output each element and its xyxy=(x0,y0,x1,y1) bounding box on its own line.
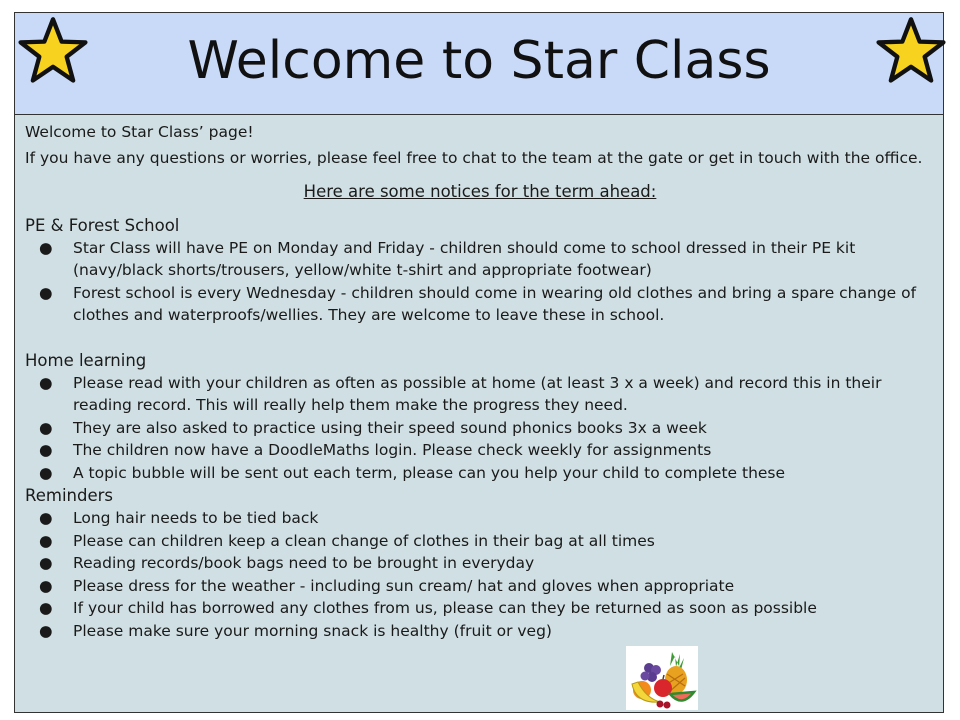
bullet-icon: ● xyxy=(39,554,53,572)
fruit-basket-icon xyxy=(626,646,698,710)
pe-list xyxy=(25,237,935,327)
bullet-icon: ● xyxy=(39,599,53,617)
bullet-icon: ● xyxy=(39,238,53,257)
bullet-icon: ● xyxy=(39,509,53,527)
list-item: ● If your child has borrowed any clothes from us, please can they be returned as soon as possible xyxy=(25,597,935,620)
list-item: ● Long hair needs to be tied back xyxy=(25,507,935,530)
list-item: ● Please dress for the weather - including sun cream/ hat and gloves when appropriate xyxy=(25,575,935,598)
list-item: ● Please read with your children as often as possible at home (at least 3 x a week) and record this in their reading record. This will really help them make the progress they need. xyxy=(39,373,882,414)
bullet-icon: ● xyxy=(39,283,53,302)
list-item: ● Please make sure your morning snack is healthy (fruit or veg) xyxy=(25,620,935,643)
page-title: Welcome to Star Class xyxy=(187,31,771,91)
bullet-icon: ● xyxy=(39,373,53,392)
bullet-icon: ● xyxy=(39,463,53,482)
bullet-icon: ● xyxy=(39,418,53,437)
bullet-icon: ● xyxy=(39,441,53,459)
reminders-list xyxy=(25,507,935,642)
list-item: ● Please can children keep a clean change of clothes in their bag at all times xyxy=(25,530,935,553)
bullet-icon: ● xyxy=(39,531,53,550)
notices-heading: Here are some notices for the term ahead: xyxy=(303,182,657,201)
section-heading-reminders: Reminders xyxy=(25,486,113,505)
intro-line-1: Welcome to Star Class’ page! xyxy=(25,123,254,141)
list-item: ● Reading records/book bags need to be brought in everyday xyxy=(25,552,935,575)
bullet-icon: ● xyxy=(39,621,53,640)
bullet-icon: ● xyxy=(39,576,53,595)
page-frame xyxy=(14,12,944,713)
list-item: ● Forest school is every Wednesday - children should come in wearing old clothes and bring a spare change of clothes and waterproofs/wellies. They are welcome to leave these in school. xyxy=(39,283,917,324)
home-learning-list xyxy=(25,372,935,485)
header-banner xyxy=(15,13,943,115)
intro-line-2: If you have any questions or worries, please feel free to chat to the team at the gate or get in touch with the office. xyxy=(25,149,923,167)
star-icon xyxy=(875,15,947,87)
section-heading-pe: PE & Forest School xyxy=(25,215,180,235)
section-heading-home-learning: Home learning xyxy=(25,350,147,370)
list-item: ● A topic bubble will be sent out each term, please can you help your child to complete these xyxy=(25,462,935,485)
notice-content xyxy=(25,119,935,642)
list-item: ● The children now have a DoodleMaths login. Please check weekly for assignments xyxy=(25,439,935,462)
list-item: ● They are also asked to practice using their speed sound phonics books 3x a week xyxy=(25,417,935,440)
list-item: ● Star Class will have PE on Monday and Friday - children should come to school dressed in their PE kit (navy/black shorts/trousers, yellow/white t-shirt and appropriate footwear) xyxy=(39,238,856,279)
